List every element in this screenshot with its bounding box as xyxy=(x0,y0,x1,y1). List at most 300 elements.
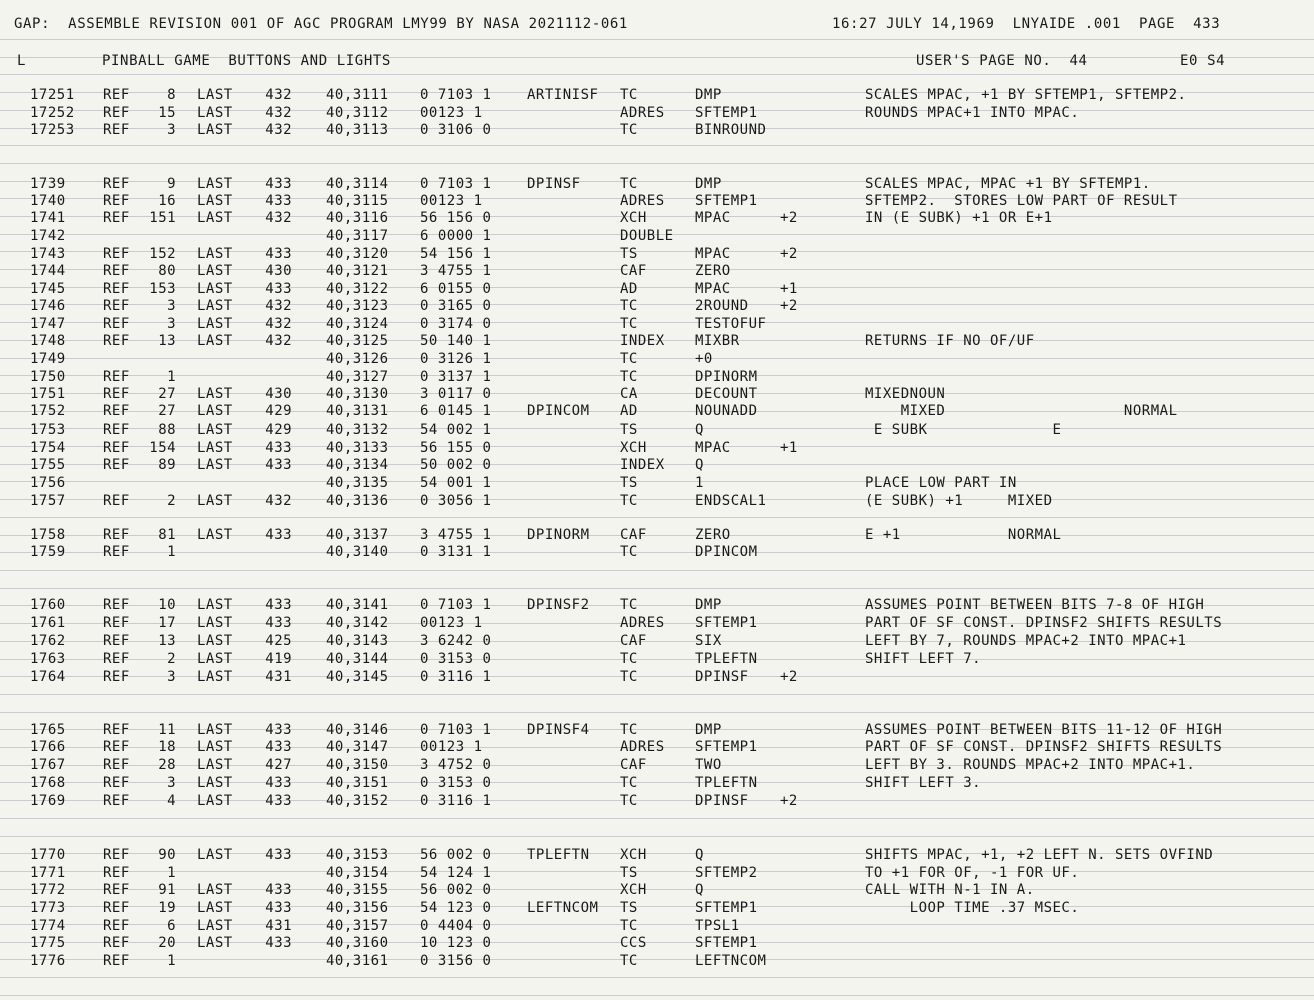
octal-code: 54 001 1 xyxy=(420,475,492,491)
ref-count: 11 xyxy=(158,722,177,738)
octal-code: 0 3174 0 xyxy=(420,316,492,332)
ref-count: 19 xyxy=(158,900,177,916)
last-tag: LAST xyxy=(197,757,233,773)
last-page: 433 xyxy=(265,615,293,631)
ref-count: 153 xyxy=(149,281,177,297)
opcode: TC xyxy=(620,722,638,738)
opcode: DOUBLE xyxy=(620,228,674,244)
opcode: CAF xyxy=(620,757,647,773)
address: 40,3122 xyxy=(326,281,389,297)
line-number: 1757 xyxy=(30,493,66,509)
last-tag: LAST xyxy=(197,105,233,121)
octal-code: 0 3116 1 xyxy=(420,669,492,685)
last-tag: LAST xyxy=(197,722,233,738)
comment: MIXEDNOUN xyxy=(865,386,946,402)
octal-code: 3 0117 0 xyxy=(420,386,492,402)
last-page: 433 xyxy=(265,457,293,473)
ref-tag: REF xyxy=(103,493,130,509)
ruled-line xyxy=(0,836,1314,837)
ref-count: 3 xyxy=(167,775,177,791)
ref-tag: REF xyxy=(103,597,130,613)
line-number: 1769 xyxy=(30,793,66,809)
label: LEFTNCOM xyxy=(527,900,599,916)
address: 40,3126 xyxy=(326,351,389,367)
ref-tag: REF xyxy=(103,633,130,649)
ref-count: 27 xyxy=(158,386,177,402)
line-number: 1750 xyxy=(30,369,66,385)
line-number: 1775 xyxy=(30,935,66,951)
ref-tag: REF xyxy=(103,953,130,969)
line-number: 1759 xyxy=(30,544,66,560)
ruled-line xyxy=(0,517,1314,518)
ruled-line xyxy=(0,163,1314,164)
line-number: 1754 xyxy=(30,440,66,456)
line-number: 1758 xyxy=(30,527,66,543)
ref-count: 3 xyxy=(167,122,177,138)
opcode: INDEX xyxy=(620,333,665,349)
ref-count: 16 xyxy=(158,193,177,209)
label: TPLEFTN xyxy=(527,847,590,863)
label: DPINORM xyxy=(527,527,590,543)
last-tag: LAST xyxy=(197,316,233,332)
address: 40,3127 xyxy=(326,369,389,385)
ref-count: 91 xyxy=(158,882,177,898)
operand: DPINCOM xyxy=(695,544,758,560)
address: 40,3120 xyxy=(326,246,389,262)
address: 40,3156 xyxy=(326,900,389,916)
operand: MPAC xyxy=(695,210,731,226)
ref-count: 9 xyxy=(167,176,177,192)
line-number: 17253 xyxy=(30,122,75,138)
ref-count: 151 xyxy=(149,210,177,226)
address: 40,3154 xyxy=(326,865,389,881)
ref-tag: REF xyxy=(103,122,130,138)
octal-code: 10 123 0 xyxy=(420,935,492,951)
operand: DPINSF xyxy=(695,669,749,685)
ref-count: 3 xyxy=(167,316,177,332)
last-tag: LAST xyxy=(197,633,233,649)
ref-tag: REF xyxy=(103,935,130,951)
last-tag: LAST xyxy=(197,457,233,473)
ref-count: 18 xyxy=(158,739,177,755)
operand: DPINORM xyxy=(695,369,758,385)
address: 40,3137 xyxy=(326,527,389,543)
user-page-number: USER'S PAGE NO. 44 xyxy=(916,53,1088,69)
last-page: 429 xyxy=(265,403,293,419)
opcode: TS xyxy=(620,246,638,262)
last-page: 429 xyxy=(265,422,293,438)
operand: SFTEMP1 xyxy=(695,900,758,916)
address: 40,3134 xyxy=(326,457,389,473)
last-page: 432 xyxy=(265,298,293,314)
line-number: 1748 xyxy=(30,333,66,349)
last-page: 433 xyxy=(265,935,293,951)
ruled-line xyxy=(0,712,1314,713)
operand: SFTEMP2 xyxy=(695,865,758,881)
last-tag: LAST xyxy=(197,775,233,791)
octal-code: 56 155 0 xyxy=(420,440,492,456)
opcode: TC xyxy=(620,351,638,367)
octal-code: 56 156 0 xyxy=(420,210,492,226)
operand: BINROUND xyxy=(695,122,767,138)
octal-code: 54 002 1 xyxy=(420,422,492,438)
opcode: TC xyxy=(620,298,638,314)
ruled-line xyxy=(0,871,1314,872)
ref-tag: REF xyxy=(103,210,130,226)
operand: SFTEMP1 xyxy=(695,739,758,755)
opcode: TC xyxy=(620,176,638,192)
comment: E +1 NORMAL xyxy=(865,527,1062,543)
print-datetime-page: 16:27 JULY 14,1969 LNYAIDE .001 PAGE 433 xyxy=(832,16,1221,32)
label: DPINCOM xyxy=(527,403,590,419)
octal-code: 0 3153 0 xyxy=(420,651,492,667)
ruled-line xyxy=(0,588,1314,589)
ref-tag: REF xyxy=(103,87,130,103)
last-page: 433 xyxy=(265,281,293,297)
ref-tag: REF xyxy=(103,775,130,791)
ref-tag: REF xyxy=(103,298,130,314)
comment: LEFT BY 7, ROUNDS MPAC+2 INTO MPAC+1 xyxy=(865,633,1187,649)
comment: IN (E SUBK) +1 OR E+1 xyxy=(865,210,1053,226)
opcode: ADRES xyxy=(620,615,665,631)
line-number: 1770 xyxy=(30,847,66,863)
ref-tag: REF xyxy=(103,246,130,262)
opcode: TC xyxy=(620,775,638,791)
ref-tag: REF xyxy=(103,900,130,916)
ref-count: 90 xyxy=(158,847,177,863)
ref-count: 89 xyxy=(158,457,177,473)
ref-count: 88 xyxy=(158,422,177,438)
comment: RETURNS IF NO OF/UF xyxy=(865,333,1035,349)
last-page: 433 xyxy=(265,176,293,192)
line-number: 1744 xyxy=(30,263,66,279)
operand-modifier: +2 xyxy=(780,793,798,809)
ruled-line xyxy=(0,977,1314,978)
line-number: 1764 xyxy=(30,669,66,685)
last-page: 432 xyxy=(265,122,293,138)
operand: DMP xyxy=(695,597,722,613)
last-page: 433 xyxy=(265,722,293,738)
opcode: XCH xyxy=(620,440,647,456)
ref-count: 17 xyxy=(158,615,177,631)
operand: LEFTNCOM xyxy=(695,953,767,969)
operand: Q xyxy=(695,457,704,473)
ref-count: 4 xyxy=(167,793,177,809)
ruled-line xyxy=(0,375,1314,376)
ruled-line xyxy=(0,694,1314,695)
opcode: CA xyxy=(620,386,638,402)
line-number: 1771 xyxy=(30,865,66,881)
line-number: 17251 xyxy=(30,87,75,103)
line-number: 1763 xyxy=(30,651,66,667)
line-number: 1740 xyxy=(30,193,66,209)
operand: MPAC xyxy=(695,246,731,262)
opcode: TC xyxy=(620,316,638,332)
octal-code: 0 7103 1 xyxy=(420,87,492,103)
opcode: TC xyxy=(620,87,638,103)
label: ARTINISF xyxy=(527,87,599,103)
last-page: 433 xyxy=(265,847,293,863)
last-tag: LAST xyxy=(197,597,233,613)
ref-count: 152 xyxy=(149,246,177,262)
ruled-line xyxy=(0,995,1314,996)
last-tag: LAST xyxy=(197,615,233,631)
opcode: ADRES xyxy=(620,105,665,121)
last-page: 432 xyxy=(265,210,293,226)
ref-tag: REF xyxy=(103,669,130,685)
last-page: 433 xyxy=(265,440,293,456)
ref-count: 13 xyxy=(158,333,177,349)
octal-code: 0 3165 0 xyxy=(420,298,492,314)
opcode: TC xyxy=(620,793,638,809)
ref-tag: REF xyxy=(103,882,130,898)
last-page: 431 xyxy=(265,669,293,685)
last-page: 431 xyxy=(265,918,293,934)
comment: SHIFT LEFT 7. xyxy=(865,651,982,667)
octal-code: 0 3116 1 xyxy=(420,793,492,809)
ruled-line xyxy=(0,145,1314,146)
operand: ZERO xyxy=(695,263,731,279)
comment: TO +1 FOR OF, -1 FOR UF. xyxy=(865,865,1080,881)
last-tag: LAST xyxy=(197,281,233,297)
octal-code: 50 002 0 xyxy=(420,457,492,473)
octal-code: 0 7103 1 xyxy=(420,597,492,613)
last-tag: LAST xyxy=(197,651,233,667)
operand: MPAC xyxy=(695,281,731,297)
operand-modifier: +2 xyxy=(780,210,798,226)
address: 40,3121 xyxy=(326,263,389,279)
comment: LEFT BY 3. ROUNDS MPAC+2 INTO MPAC+1. xyxy=(865,757,1196,773)
ruled-line xyxy=(0,959,1314,960)
octal-code: 0 4404 0 xyxy=(420,918,492,934)
last-page: 427 xyxy=(265,757,293,773)
opcode: ADRES xyxy=(620,193,665,209)
ref-tag: REF xyxy=(103,386,130,402)
ref-tag: REF xyxy=(103,651,130,667)
last-tag: LAST xyxy=(197,263,233,279)
operand: SIX xyxy=(695,633,722,649)
line-number: 1751 xyxy=(30,386,66,402)
last-tag: LAST xyxy=(197,669,233,685)
ref-count: 20 xyxy=(158,935,177,951)
operand: Q xyxy=(695,847,704,863)
last-page: 433 xyxy=(265,793,293,809)
octal-code: 0 7103 1 xyxy=(420,176,492,192)
operand: TESTOFUF xyxy=(695,316,767,332)
line-number: 1765 xyxy=(30,722,66,738)
ref-tag: REF xyxy=(103,316,130,332)
operand: SFTEMP1 xyxy=(695,193,758,209)
octal-code: 0 3153 0 xyxy=(420,775,492,791)
operand: DMP xyxy=(695,722,722,738)
opcode: TC xyxy=(620,493,638,509)
operand: MIXBR xyxy=(695,333,740,349)
address: 40,3111 xyxy=(326,87,389,103)
ref-tag: REF xyxy=(103,722,130,738)
ref-tag: REF xyxy=(103,403,130,419)
address: 40,3123 xyxy=(326,298,389,314)
opcode: TC xyxy=(620,122,638,138)
last-page: 432 xyxy=(265,87,293,103)
line-number: 1742 xyxy=(30,228,66,244)
last-tag: LAST xyxy=(197,246,233,262)
octal-code: 0 3056 1 xyxy=(420,493,492,509)
ref-tag: REF xyxy=(103,615,130,631)
ref-tag: REF xyxy=(103,865,130,881)
ref-count: 2 xyxy=(167,493,177,509)
last-tag: LAST xyxy=(197,193,233,209)
ref-count: 27 xyxy=(158,403,177,419)
last-page: 433 xyxy=(265,900,293,916)
address: 40,3113 xyxy=(326,122,389,138)
address: 40,3147 xyxy=(326,739,389,755)
ref-count: 1 xyxy=(167,865,177,881)
line-number: 1776 xyxy=(30,953,66,969)
last-page: 419 xyxy=(265,651,293,667)
opcode: AD xyxy=(620,403,638,419)
operand: Q xyxy=(695,882,704,898)
ref-count: 81 xyxy=(158,527,177,543)
comment: ASSUMES POINT BETWEEN BITS 7-8 OF HIGH xyxy=(865,597,1205,613)
line-number: 1753 xyxy=(30,422,66,438)
label: DPINSF4 xyxy=(527,722,590,738)
operand-modifier: +2 xyxy=(780,246,798,262)
ref-count: 3 xyxy=(167,298,177,314)
octal-code: 3 4755 1 xyxy=(420,527,492,543)
address: 40,3142 xyxy=(326,615,389,631)
octal-code: 54 156 1 xyxy=(420,246,492,262)
last-tag: LAST xyxy=(197,440,233,456)
octal-code: 00123 1 xyxy=(420,739,483,755)
line-number: 1741 xyxy=(30,210,66,226)
last-tag: LAST xyxy=(197,882,233,898)
address: 40,3146 xyxy=(326,722,389,738)
ref-tag: REF xyxy=(103,757,130,773)
line-number: 1766 xyxy=(30,739,66,755)
last-tag: LAST xyxy=(197,918,233,934)
address: 40,3152 xyxy=(326,793,389,809)
opcode: ADRES xyxy=(620,739,665,755)
last-page: 432 xyxy=(265,316,293,332)
opcode: TC xyxy=(620,544,638,560)
operand: TPLEFTN xyxy=(695,775,758,791)
address: 40,3130 xyxy=(326,386,389,402)
ref-count: 1 xyxy=(167,544,177,560)
operand: +0 xyxy=(695,351,713,367)
comment: ROUNDS MPAC+1 INTO MPAC. xyxy=(865,105,1080,121)
label: DPINSF xyxy=(527,176,581,192)
operand: TPSL1 xyxy=(695,918,740,934)
ref-tag: REF xyxy=(103,176,130,192)
section-title: PINBALL GAME BUTTONS AND LIGHTS xyxy=(102,53,391,69)
operand-modifier: +2 xyxy=(780,669,798,685)
opcode: XCH xyxy=(620,847,647,863)
octal-code: 6 0155 0 xyxy=(420,281,492,297)
operand: DECOUNT xyxy=(695,386,758,402)
last-tag: LAST xyxy=(197,793,233,809)
last-page: 433 xyxy=(265,597,293,613)
comment: (E SUBK) +1 MIXED xyxy=(865,493,1053,509)
last-page: 433 xyxy=(265,882,293,898)
comment: SCALES MPAC, MPAC +1 BY SFTEMP1. xyxy=(865,176,1151,192)
ruled-line xyxy=(0,39,1314,40)
last-tag: LAST xyxy=(197,403,233,419)
octal-code: 0 3126 1 xyxy=(420,351,492,367)
opcode: TC xyxy=(620,953,638,969)
last-tag: LAST xyxy=(197,739,233,755)
ref-tag: REF xyxy=(103,105,130,121)
ref-tag: REF xyxy=(103,918,130,934)
line-number: 1768 xyxy=(30,775,66,791)
ref-tag: REF xyxy=(103,793,130,809)
ruled-line xyxy=(0,358,1314,359)
line-number: 1762 xyxy=(30,633,66,649)
opcode: TC xyxy=(620,369,638,385)
address: 40,3133 xyxy=(326,440,389,456)
address: 40,3117 xyxy=(326,228,389,244)
address: 40,3125 xyxy=(326,333,389,349)
comment: SFTEMP2. STORES LOW PART OF RESULT xyxy=(865,193,1178,209)
opcode: TC xyxy=(620,669,638,685)
address: 40,3136 xyxy=(326,493,389,509)
operand-modifier: +1 xyxy=(780,440,798,456)
octal-code: 00123 1 xyxy=(420,193,483,209)
last-tag: LAST xyxy=(197,493,233,509)
address: 40,3115 xyxy=(326,193,389,209)
opcode: XCH xyxy=(620,210,647,226)
operand: ENDSCAL1 xyxy=(695,493,767,509)
last-tag: LAST xyxy=(197,422,233,438)
operand: DPINSF xyxy=(695,793,749,809)
last-page: 430 xyxy=(265,386,293,402)
opcode: CCS xyxy=(620,935,647,951)
last-tag: LAST xyxy=(197,333,233,349)
last-tag: LAST xyxy=(197,210,233,226)
operand: 2ROUND xyxy=(695,298,749,314)
last-page: 433 xyxy=(265,527,293,543)
octal-code: 0 3137 1 xyxy=(420,369,492,385)
assembly-header: GAP: ASSEMBLE REVISION 001 OF AGC PROGRAM LMY99 BY NASA 2021112-061 xyxy=(14,16,628,32)
ref-count: 10 xyxy=(158,597,177,613)
comment: SHIFTS MPAC, +1, +2 LEFT N. SETS OVFIND xyxy=(865,847,1214,863)
last-tag: LAST xyxy=(197,122,233,138)
ruled-line xyxy=(0,74,1314,75)
last-page: 433 xyxy=(265,246,293,262)
address: 40,3112 xyxy=(326,105,389,121)
octal-code: 0 7103 1 xyxy=(420,722,492,738)
operand-modifier: +2 xyxy=(780,298,798,314)
operand: TWO xyxy=(695,757,722,773)
operand: MPAC xyxy=(695,440,731,456)
octal-code: 3 4755 1 xyxy=(420,263,492,279)
ref-tag: REF xyxy=(103,544,130,560)
octal-code: 56 002 0 xyxy=(420,882,492,898)
operand: NOUNADD xyxy=(695,403,758,419)
octal-code: 00123 1 xyxy=(420,105,483,121)
last-page: 433 xyxy=(265,775,293,791)
opcode: TS xyxy=(620,475,638,491)
opcode: CAF xyxy=(620,263,647,279)
octal-code: 56 002 0 xyxy=(420,847,492,863)
address: 40,3135 xyxy=(326,475,389,491)
octal-code: 3 6242 0 xyxy=(420,633,492,649)
opcode: INDEX xyxy=(620,457,665,473)
last-page: 432 xyxy=(265,493,293,509)
octal-code: 3 4752 0 xyxy=(420,757,492,773)
address: 40,3150 xyxy=(326,757,389,773)
address: 40,3143 xyxy=(326,633,389,649)
octal-code: 0 3106 0 xyxy=(420,122,492,138)
